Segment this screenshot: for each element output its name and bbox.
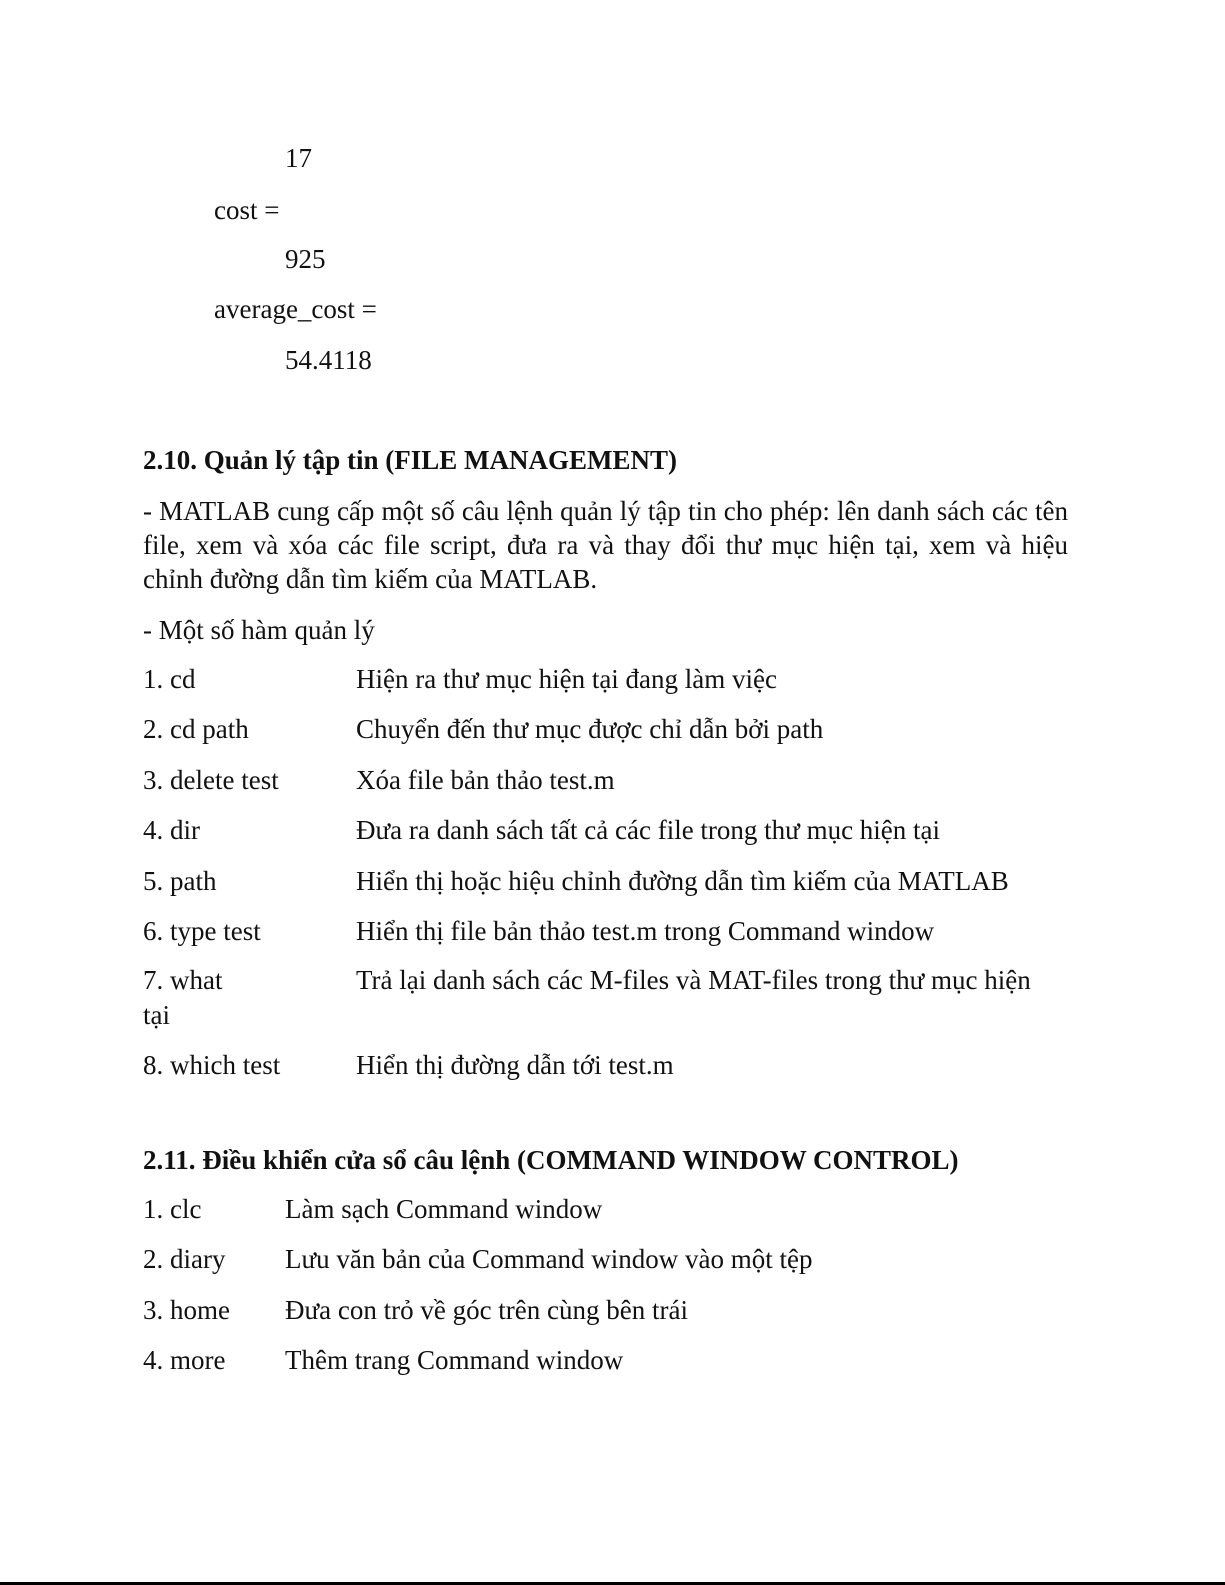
file-command-item bbox=[143, 863, 1068, 899]
command-description: Đưa con trỏ về góc trên cùng bên trái bbox=[285, 1295, 688, 1325]
command-description: Hiển thị đường dẫn tới test.m bbox=[356, 1050, 674, 1080]
command-description-continued: tại bbox=[143, 1000, 170, 1030]
command-name: 5. path bbox=[143, 866, 217, 896]
file-command-item bbox=[143, 762, 1068, 798]
command-name: 1. clc bbox=[143, 1194, 202, 1224]
command-description: Xóa file bản thảo test.m bbox=[356, 765, 615, 795]
command-description: Hiện ra thư mục hiện tại đang làm việc bbox=[356, 664, 777, 694]
file-command-item bbox=[143, 962, 1068, 1032]
window-command-item bbox=[143, 1191, 1068, 1227]
command-name: 3. home bbox=[143, 1295, 230, 1325]
window-command-item bbox=[143, 1292, 1068, 1328]
file-management-intro: - MATLAB cung cấp một số câu lệnh quản lý tập tin cho phép: lên danh sách các tên file, xem và xóa các file script, đưa ra và thay đổi thư mục hiện tại, xem và hiệu chỉnh đường dẫn tìm kiếm của MATLAB. bbox=[143, 496, 1068, 594]
command-name: 2. cd path bbox=[143, 714, 249, 744]
output-avg-value: 54.4118 bbox=[285, 345, 372, 375]
file-command-item bbox=[143, 661, 1068, 697]
file-command-item bbox=[143, 913, 1068, 949]
command-name: 4. more bbox=[143, 1345, 226, 1375]
command-name: 3. delete test bbox=[143, 765, 279, 795]
file-command-item bbox=[143, 1047, 1068, 1083]
file-command-item bbox=[143, 711, 1068, 747]
window-command-item bbox=[143, 1241, 1068, 1277]
command-description: Trả lại danh sách các M-files và MAT-files trong thư mục hiện bbox=[356, 965, 1031, 995]
command-description: Làm sạch Command window bbox=[285, 1194, 603, 1224]
command-name: 4. dir bbox=[143, 815, 200, 845]
output-cost-label: cost = bbox=[214, 195, 280, 225]
command-description: Lưu văn bản của Command window vào một tệp bbox=[285, 1244, 813, 1274]
command-description: Thêm trang Command window bbox=[285, 1345, 624, 1375]
output-avg-label: average_cost = bbox=[214, 294, 377, 324]
command-description: Hiển thị hoặc hiệu chỉnh đường dẫn tìm kiếm của MATLAB bbox=[356, 866, 1009, 896]
section-heading-command-window-control: 2.11. Điều khiển cửa sổ câu lệnh (COMMAND WINDOW CONTROL) bbox=[143, 1145, 959, 1175]
command-name: 8. which test bbox=[143, 1050, 281, 1080]
command-name: 6. type test bbox=[143, 916, 261, 946]
command-name: 2. diary bbox=[143, 1244, 226, 1274]
output-cost-value: 925 bbox=[285, 244, 326, 274]
command-name: 7. what bbox=[143, 965, 223, 995]
command-description: Đưa ra danh sách tất cả các file trong thư mục hiện tại bbox=[356, 815, 941, 845]
file-command-item bbox=[143, 812, 1068, 848]
section-heading-file-management: 2.10. Quản lý tập tin (FILE MANAGEMENT) bbox=[143, 445, 678, 475]
command-name: 1. cd bbox=[143, 664, 196, 694]
window-command-item bbox=[143, 1342, 1068, 1378]
file-management-subheading: - Một số hàm quản lý bbox=[143, 615, 375, 645]
output-count-value: 17 bbox=[285, 143, 312, 173]
command-description: Chuyển đến thư mục được chỉ dẫn bởi path bbox=[356, 714, 824, 744]
command-description: Hiển thị file bản thảo test.m trong Command window bbox=[356, 916, 935, 946]
